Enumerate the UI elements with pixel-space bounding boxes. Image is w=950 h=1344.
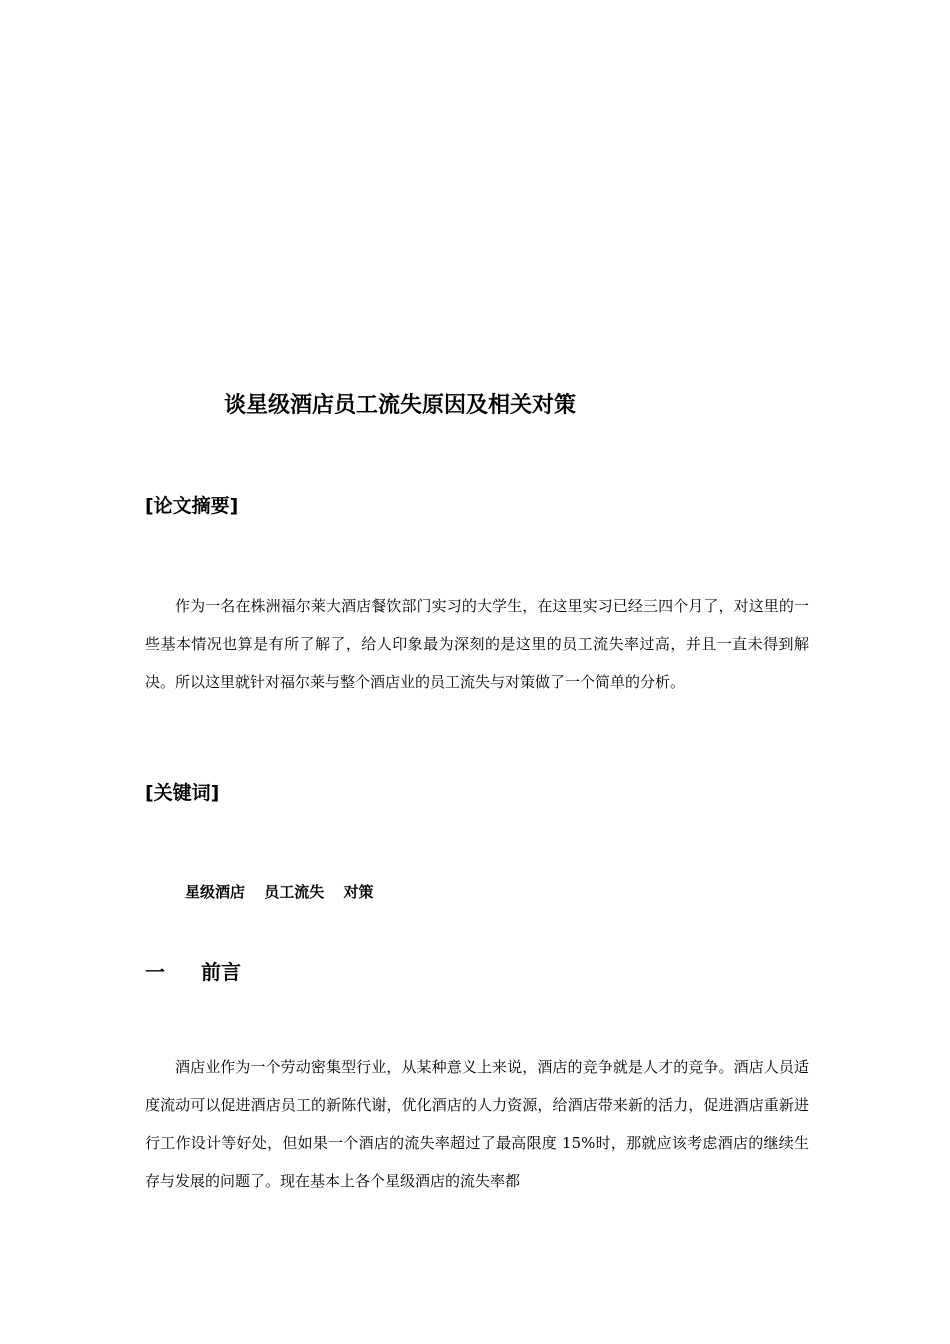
- intro-paragraph: 酒店业作为一个劳动密集型行业，从某种意义上来说，酒店的竞争就是人才的竞争。酒店人员适度流动可以促进酒店员工的新陈代谢，优化酒店的人力资源，给酒店带来新的活力，促进酒店重新进行工作设计等好处，但如果一个酒店的流失率超过了最高限度 15%时，那就应该考虑酒店的继续生存与发展的问题了。现在基本上各个星级酒店的流失率都: [145, 1058, 809, 1190]
- abstract-heading: [论文摘要]: [145, 495, 239, 517]
- keywords-heading: [关键词]: [145, 782, 220, 804]
- document-title: 谈星级酒店员工流失原因及相关对策: [224, 393, 577, 418]
- section-number: 一: [145, 960, 165, 984]
- keywords-list: [185, 881, 388, 902]
- keyword-item: 对策: [343, 883, 374, 901]
- keyword-item: 员工流失: [264, 883, 325, 901]
- abstract-paragraph: 作为一名在株洲福尔莱大酒店餐饮部门实习的大学生，在这里实习已经三四个月了，对这里的一些基本情况也算是有所了解了，给人印象最为深刻的是这里的员工流失率过高，并且一直未得到解决。所以这里就针对福尔莱与整个酒店业的员工流失与对策做了一个简单的分析。: [145, 597, 809, 691]
- section-title: 前言: [201, 960, 241, 984]
- keyword-item: 星级酒店: [185, 883, 246, 901]
- section-heading: [145, 956, 241, 985]
